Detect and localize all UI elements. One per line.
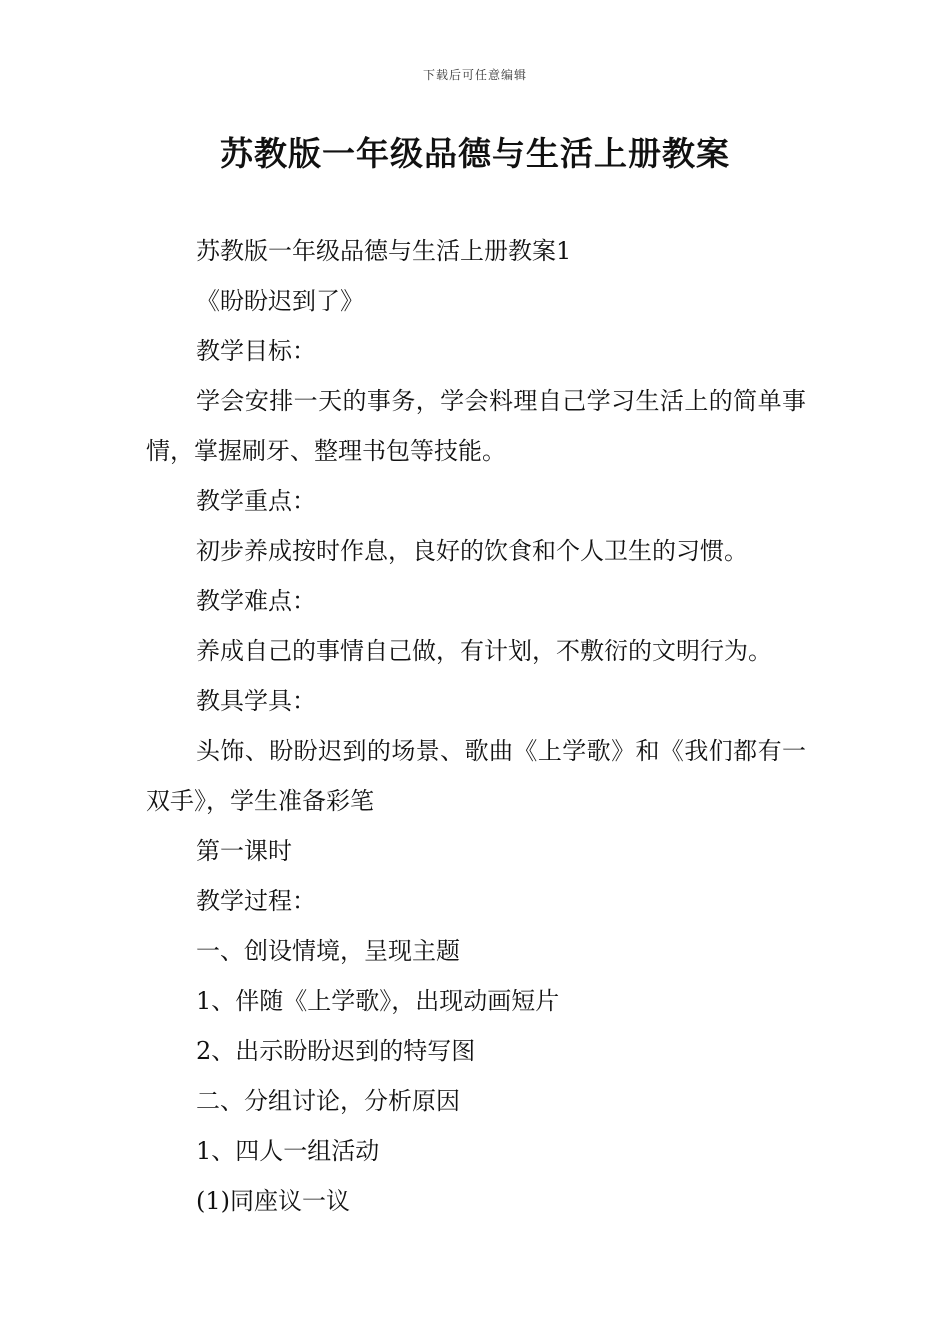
paragraph-lesson-name: 《盼盼迟到了》 [196,287,364,315]
header-note: 下载后可任意编辑 [422,68,527,82]
paragraph-lesson-heading: 苏教版一年级品德与生活上册教案1 [196,237,572,265]
paragraph-difficulty-label: 教学难点： [196,587,316,615]
paragraph-step-one-item-1: 1、伴随《上学歌》，出现动画短片 [196,987,560,1015]
paragraph-first-period: 第一课时 [196,837,292,865]
paragraph-step-two-subitem-1: (1)同座议一议 [196,1187,350,1215]
paragraph-focus-text: 初步养成按时作息，良好的饮食和个人卫生的习惯。 [196,537,748,565]
document-body [146,226,806,1226]
document-title: 苏教版一年级品德与生活上册教案 [220,134,730,173]
paragraph-focus-label: 教学重点： [196,487,316,515]
paragraph-goals-text: 学会安排一天的事务，学会料理自己学习生活上的简单事情，掌握刷牙、整理书包等技能。 [146,387,806,465]
paragraph-difficulty-text: 养成自己的事情自己做，有计划，不敷衍的文明行为。 [196,637,772,665]
paragraph-materials-text: 头饰、盼盼迟到的场景、歌曲《上学歌》和《我们都有一双手》，学生准备彩笔 [146,737,806,815]
paragraph-step-two: 二、分组讨论，分析原因 [196,1087,460,1115]
paragraph-materials-label: 教具学具： [196,687,316,715]
paragraph-step-one: 一、创设情境，呈现主题 [196,937,460,965]
paragraph-goals-label: 教学目标： [196,337,316,365]
paragraph-process-label: 教学过程： [196,887,316,915]
paragraph-step-one-item-2: 2、出示盼盼迟到的特写图 [196,1037,476,1065]
paragraph-step-two-item-1: 1、四人一组活动 [196,1137,380,1165]
